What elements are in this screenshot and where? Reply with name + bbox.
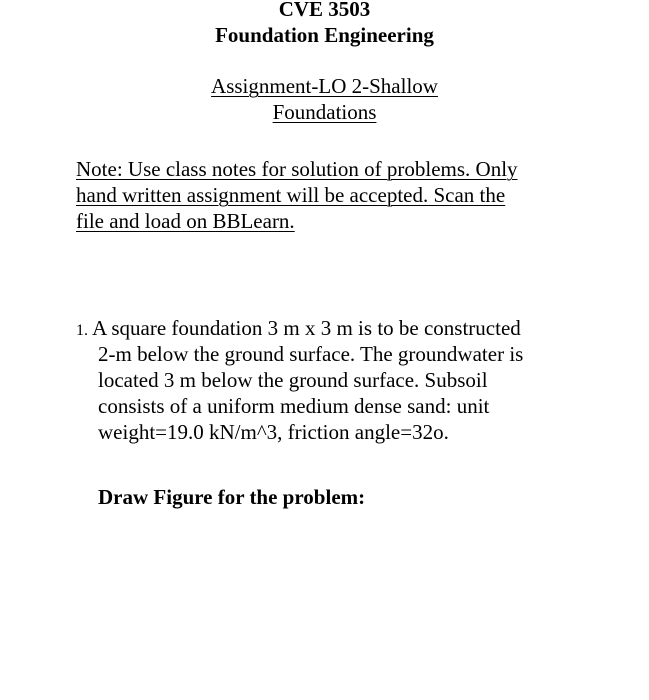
- note-line-1: Note: Use class notes for solution of problems. Only: [76, 157, 518, 181]
- problem-1-first-line: [76, 315, 521, 344]
- problem-line-3: located 3 m below the ground surface. Subsoil: [98, 368, 488, 392]
- problem-line-5: weight=19.0 kN/m^3, friction angle=32o.: [98, 420, 449, 444]
- problem-line-1: A square foundation 3 m x 3 m is to be constructed: [92, 316, 521, 340]
- course-title: Foundation Engineering: [215, 23, 434, 47]
- assignment-title-continued: [0, 99, 649, 125]
- assignment-title-line2: Foundations: [272, 100, 377, 124]
- problem-number: 1.: [76, 322, 88, 339]
- course-code: CVE 3503: [278, 0, 371, 21]
- assignment-title: [0, 73, 649, 99]
- problem-line-2: 2-m below the ground surface. The groundwater is: [98, 342, 524, 366]
- problem-line-4: consists of a uniform medium dense sand: unit: [98, 394, 490, 418]
- draw-figure-prompt: Draw Figure for the problem:: [98, 485, 366, 509]
- assignment-title-line1: Assignment-LO 2-Shallow: [211, 74, 438, 98]
- note-line-3: file and load on BBLearn.: [76, 209, 295, 233]
- note-line-2: hand written assignment will be accepted. Scan the: [76, 183, 506, 207]
